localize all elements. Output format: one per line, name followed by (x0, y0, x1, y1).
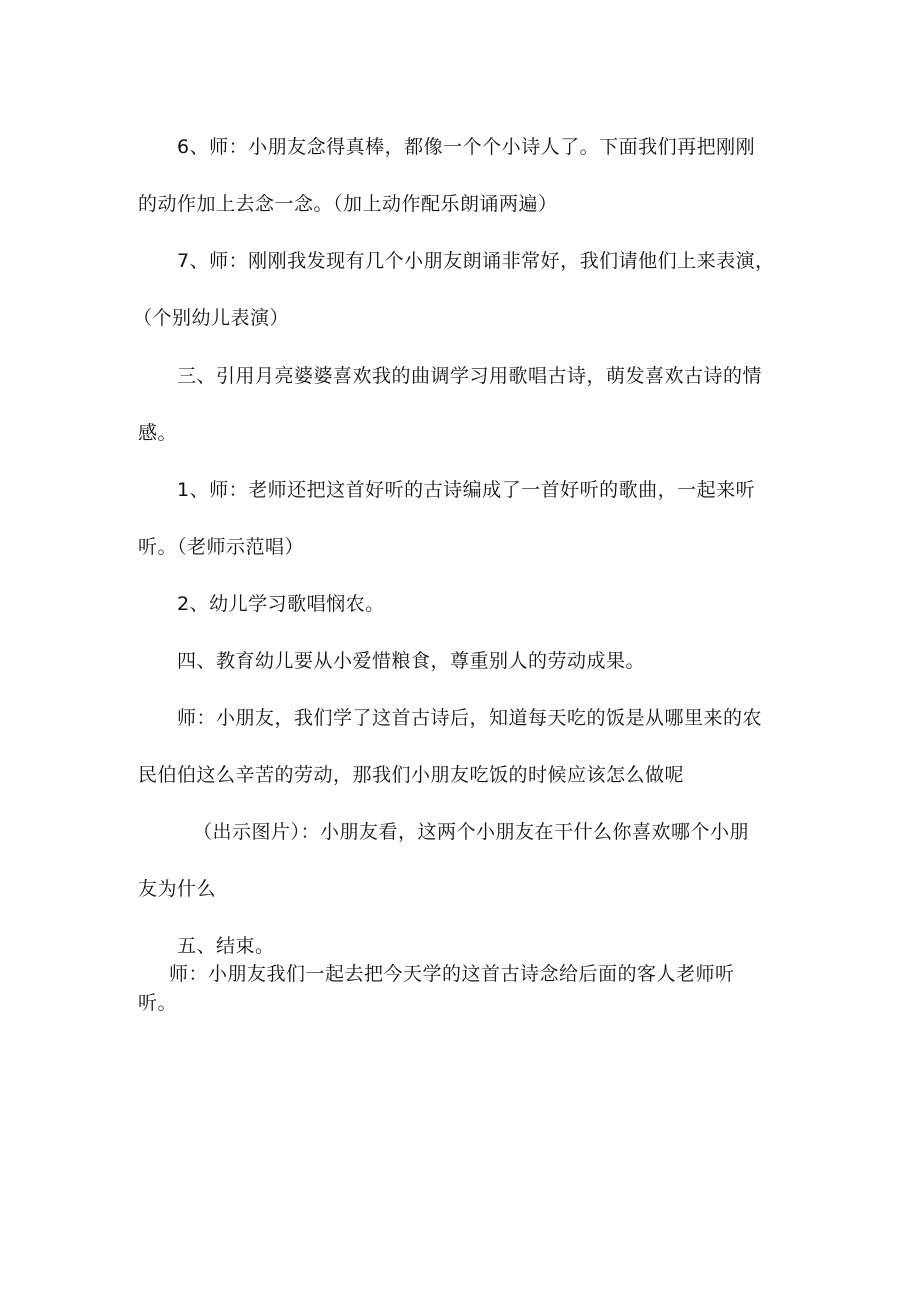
text-line-4: （个别幼儿表演） (133, 307, 290, 329)
text-line-7: 1、师：老师还把这首好听的古诗编成了一首好听的歌曲，一起来听 (177, 479, 756, 501)
text-line-2: 的动作加上去念一念。（加上动作配乐朗诵两遍） (138, 193, 558, 215)
text-line-6: 感。 (138, 422, 178, 444)
text-line-8: 听。（老师示范唱） (138, 536, 305, 558)
text-line-5: 三、引用月亮婆婆喜欢我的曲调学习用歌唱古诗，萌发喜欢古诗的情 (177, 365, 763, 387)
text-line-14: 友为什么 (138, 878, 217, 900)
text-line-17: 听。 (138, 992, 178, 1014)
text-line-3: 7、师：刚刚我发现有几个小朋友朗诵非常好，我们请他们上来表演， (177, 250, 775, 272)
text-line-13: （出示图片）：小朋友看，这两个小朋友在干什么你喜欢哪个小朋 (193, 821, 750, 843)
text-line-12: 民伯伯这么辛苦的劳动，那我们小朋友吃饭的时候应该怎么做呢 (138, 764, 685, 786)
text-line-16: 师：小朋友我们一起去把今天学的这首古诗念给后面的客人老师听 (169, 963, 735, 985)
text-line-9: 2、幼儿学习歌唱悯农。 (177, 593, 385, 615)
text-line-11: 师：小朋友，我们学了这首古诗后，知道每天吃的饭是从哪里来的农 (177, 707, 763, 729)
text-line-1: 6、师：小朋友念得真棒，都像一个个小诗人了。下面我们再把刚刚 (177, 136, 756, 158)
text-line-10: 四、教育幼儿要从小爱惜粮食，尊重别人的劳动成果。 (177, 650, 646, 672)
text-line-15: 五、结束。 (177, 935, 275, 957)
